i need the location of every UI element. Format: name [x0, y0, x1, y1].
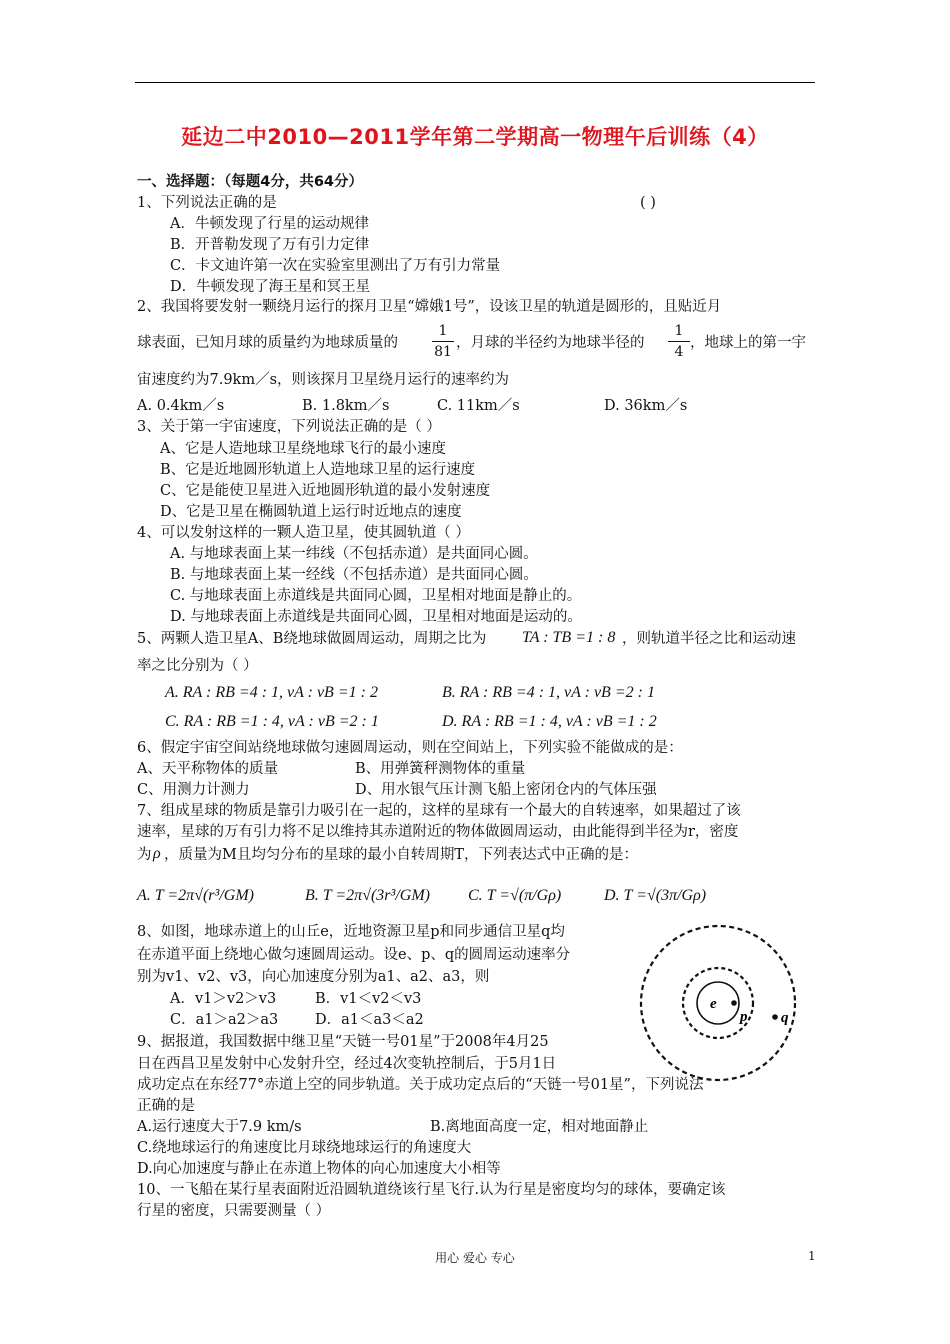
q7-option-c: C. T =√(π/Gρ) [468, 887, 562, 904]
q2-line2a: 球表面，已知月球的质量约为地球质量的 [137, 335, 398, 351]
q7-line1: 7、组成星球的物质是靠引力吸引在一起的，这样的星球有一个最大的自转速率，如果超过了该 [137, 803, 741, 819]
q5-line2: 率之比分别为（ ） [137, 658, 258, 674]
q2-line1: 2、我国将要发射一颗绕月运行的探月卫星“嫦娥1号”，设该卫星的轨道是圆形的，且贴近月 [137, 299, 722, 315]
label-p: p [740, 1009, 748, 1025]
q8-line3: 别为v1、v2、v3，向心加速度分别为a1、a2、a3，则 [137, 969, 490, 985]
label-q: q [781, 1010, 789, 1026]
q6-option-d: D、用水银气压计测飞船上密闭仓内的气体压强 [355, 782, 657, 798]
label-e: e [710, 996, 717, 1012]
q5-option-d: D. RA : RB =1 : 4, vA : vB =1 : 2 [442, 713, 657, 730]
q5-line1a: 5、两颗人造卫星A、B绕地球做圆周运动，周期之比为 [137, 631, 487, 647]
q3-option-c: C、它是能使卫星进入近地圆形轨道的最小发射速度 [160, 483, 491, 499]
section-heading: 一、选择题：（每题4分，共64分） [137, 174, 364, 190]
q8-option-c: C．a1＞a2＞a3 [170, 1012, 279, 1028]
q1-option-d: D．牛顿发现了海王星和冥王星 [170, 279, 371, 295]
q9-option-a: A.运行速度大于7.9 km/s [137, 1119, 302, 1135]
q6-option-a: A、天平称物体的质量 [137, 761, 278, 777]
q2-option-c: C. 11km／s [437, 398, 520, 414]
q8-line2: 在赤道平面上绕地心做匀速圆周运动。设e、p、q的圆周运动速率分 [137, 947, 571, 963]
q3-option-a: A、它是人造地球卫星绕地球飞行的最小速度 [160, 441, 446, 457]
q8-option-b: B．v1＜v2＜v3 [315, 991, 422, 1007]
q4-option-d: D. 与地球表面上赤道线是共面同心圆，卫星相对地面是运动的。 [170, 609, 582, 625]
q4-option-c: C. 与地球表面上赤道线是共面同心圆，卫星相对地面是静止的。 [170, 588, 582, 604]
q4-stem: 4、可以发射这样的一颗人造卫星，使其圆轨道（ ） [137, 525, 470, 541]
q7-rho-symbol: ρ [153, 845, 161, 862]
q5-option-c: C. RA : RB =1 : 4, vA : vB =2 : 1 [165, 713, 379, 730]
near-earth-orbit [683, 968, 753, 1038]
q5-option-a: A. RA : RB =4 : 1, vA : vB =1 : 2 [165, 684, 378, 701]
satellite-q-dot [772, 1014, 778, 1020]
q2-line2c: ，地球上的第一宇 [690, 335, 806, 351]
q9-option-b: B.离地面高度一定，相对地面静止 [430, 1119, 649, 1135]
q1-stem: 1、下列说法正确的是 [137, 195, 277, 211]
q10-line2: 行星的密度，只需要测量（ ） [137, 1203, 331, 1219]
q1-option-c: C．卡文迪许第一次在实验室里测出了万有引力常量 [170, 258, 501, 274]
q7-option-a: A. T =2π√(r³/GM) [137, 887, 254, 904]
q3-option-d: D、它是卫星在椭圆轨道上运行时近地点的速度 [160, 504, 462, 520]
q5-option-b: B. RA : RB =4 : 1, vA : vB =2 : 1 [442, 684, 655, 701]
q2-option-b: B. 1.8km／s [302, 398, 390, 414]
q6-option-b: B、用弹簧秤测物体的重量 [355, 761, 526, 777]
q2-fraction-1-81: 1 81 [432, 322, 454, 361]
q7-line3b: ，质量为M且均匀分布的星球的最小自转周期T，下列表达式中正确的是： [164, 847, 639, 863]
q4-option-a: A. 与地球表面上某一纬线（不包括赤道）是共面同心圆。 [170, 546, 538, 562]
geosync-orbit [641, 926, 795, 1080]
q2-option-d: D. 36km／s [604, 398, 688, 414]
page-title: 延边二中2010—2011学年第二学期高一物理午后训练（4） [181, 125, 769, 149]
q9-line1: 9、据报道，我国数据中继卫星“天链一号01星”于2008年4月25 [137, 1034, 549, 1050]
page-footer: 用心 爱心 专心 [435, 1251, 515, 1265]
q7-option-d: D. T =√(3π/Gρ) [604, 887, 707, 904]
q2-option-a: A. 0.4km／s [137, 398, 225, 414]
q1-option-a: A．牛顿发现了行星的运动规律 [170, 216, 369, 232]
q2-fraction-1-4: 1 4 [668, 322, 690, 361]
q9-line4: 正确的是 [137, 1098, 195, 1114]
q10-line1: 10、一飞船在某行星表面附近沿圆轨道绕该行星飞行.认为行星是密度均匀的球体，要确定该 [137, 1182, 726, 1198]
q6-stem: 6、假定宇宙空间站绕地球做匀速圆周运动，则在空间站上，下列实验不能做成的是： [137, 740, 683, 756]
q8-option-d: D．a1＜a3＜a2 [315, 1012, 424, 1028]
q6-option-c: C、用测力计测力 [137, 782, 250, 798]
q9-option-d: D.向心加速度与静止在赤道上物体的向心加速度大小相等 [137, 1161, 501, 1177]
q5-period-ratio: TA : TB =1 : 8 [522, 629, 616, 646]
q7-option-b: B. T =2π√(3r³/GM) [305, 887, 430, 904]
q2-line3: 宙速度约为7.9km／s，则该探月卫星绕月运行的速率约为 [137, 372, 510, 388]
q1-answer-paren: ( ) [640, 195, 656, 211]
q2-line2b: ，月球的半径约为地球半径的 [456, 335, 645, 351]
q7-line3a: 为 [137, 847, 152, 863]
q5-line1b: ，则轨道半径之比和运动速 [622, 631, 796, 647]
q3-option-b: B、它是近地圆形轨道上人造地球卫星的运行速度 [160, 462, 476, 478]
satellite-p-dot [731, 1000, 737, 1006]
q4-option-b: B. 与地球表面上某一经线（不包括赤道）是共面同心圆。 [170, 567, 538, 583]
q8-option-a: A．v1＞v2＞v3 [170, 991, 277, 1007]
q8-line1: 8、如图，地球赤道上的山丘e，近地资源卫星p和同步通信卫星q均 [137, 924, 565, 940]
q9-line3: 成功定点在东经77°赤道上空的同步轨道。关于成功定点后的“天链一号01星”，下列说法 [137, 1077, 704, 1093]
q1-option-b: B．开普勒发现了万有引力定律 [170, 237, 370, 253]
q9-line2: 日在西昌卫星发射中心发射升空，经过4次变轨控制后，于5月1日 [137, 1056, 557, 1072]
q9-option-c: C.绕地球运行的角速度比月球绕地球运行的角速度大 [137, 1140, 472, 1156]
page-number: 1 [808, 1249, 816, 1263]
q3-stem: 3、关于第一宇宙速度，下列说法正确的是（ ） [137, 419, 441, 435]
q7-line2: 速率，星球的万有引力将不足以维持其赤道附近的物体做圆周运动，由此能得到半径为r，密度 [137, 824, 739, 840]
